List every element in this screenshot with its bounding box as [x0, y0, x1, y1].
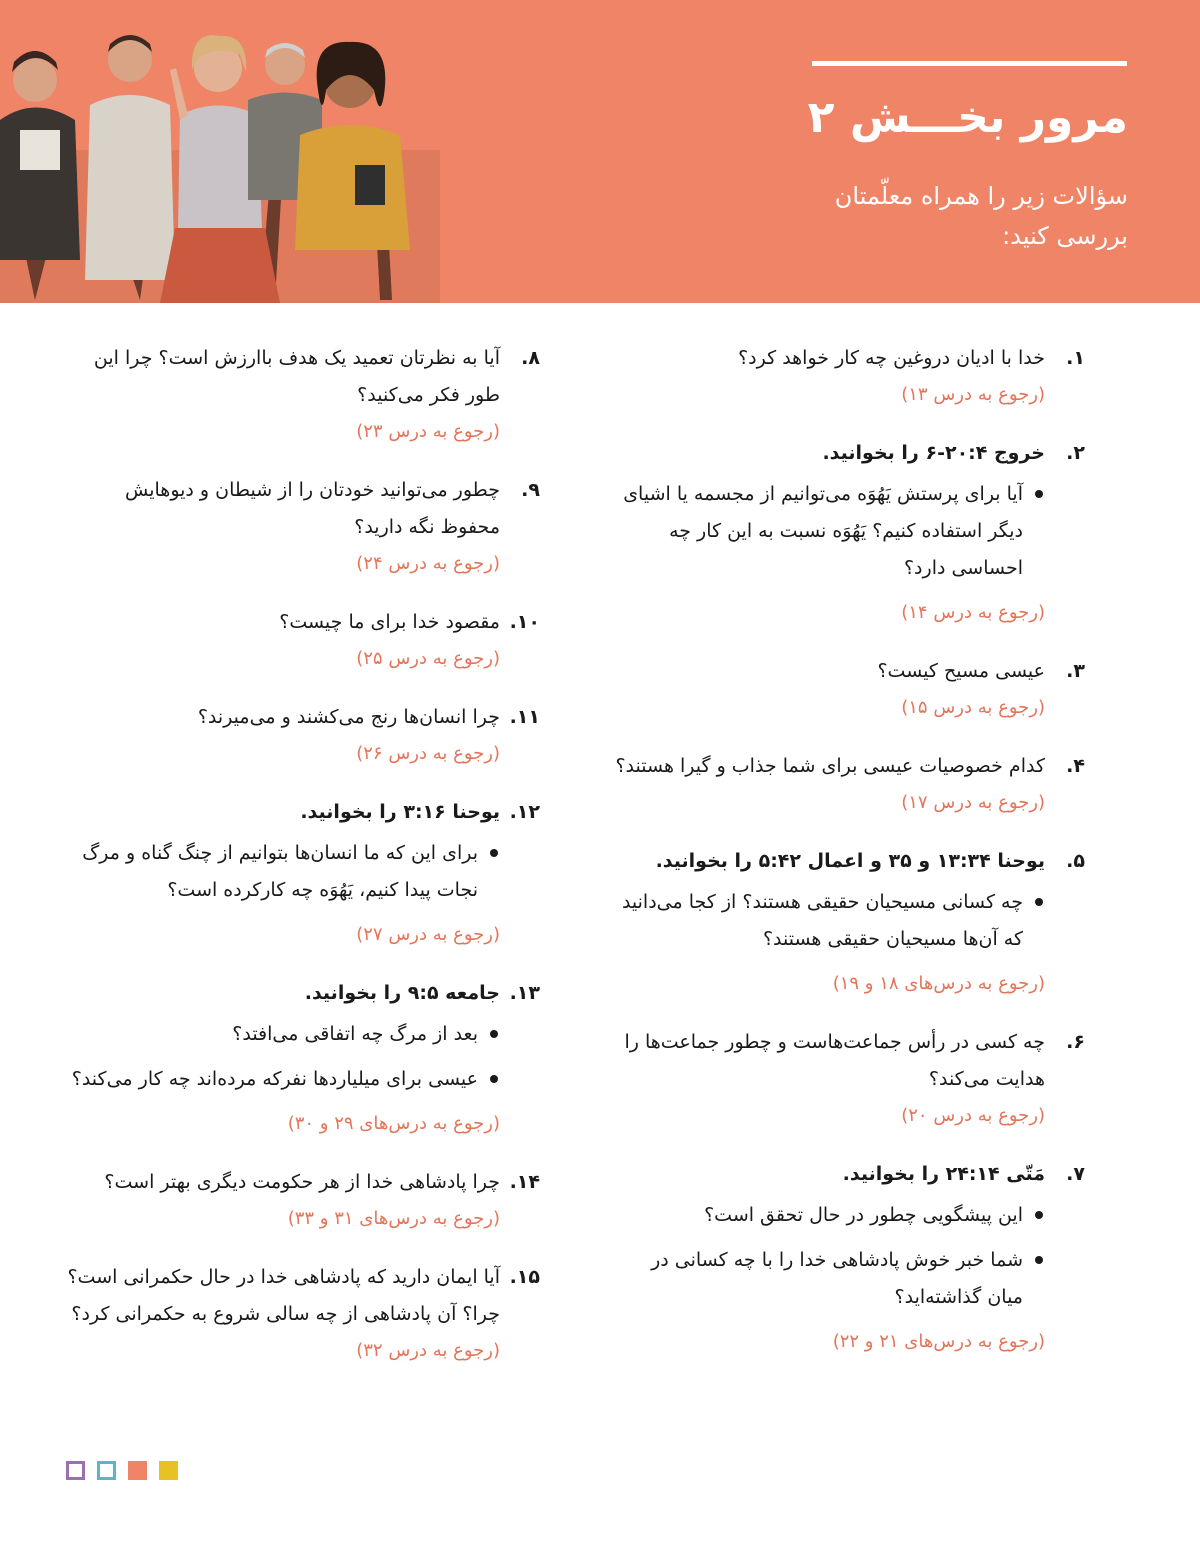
bullet-dot-icon [1035, 898, 1043, 906]
header-banner [0, 0, 1200, 303]
question-number: ۴. [1066, 755, 1085, 777]
question-item [615, 1024, 1085, 1134]
bullet-list [60, 1016, 500, 1098]
question-number: ۱. [1066, 347, 1085, 369]
bullet-dot-icon [490, 849, 498, 857]
question-number: ۸. [521, 347, 540, 369]
question-number: ۲. [1066, 442, 1085, 464]
bullet-text: آیا برای پرستش یَهُوَه می‌توانیم از مجسمه یا اشیای دیگر استفاده کنیم؟ یَهُوَه نسبت به این کار چه احساسی دارد؟ [623, 483, 1023, 579]
question-number: ۱۵. [509, 1266, 540, 1288]
page-subtitle: سؤالات زیر را همراه معلّمتان بررسی کنید: [834, 182, 1128, 250]
lesson-reference: (رجوع به درس ۲۵) [356, 648, 500, 669]
color-square-icon [128, 1461, 147, 1480]
color-square-icon [97, 1461, 116, 1480]
bullet-item [615, 476, 1045, 587]
question-text: مَتّی ۲۴:۱۴ را بخوانید. [842, 1163, 1045, 1185]
question-item [615, 1156, 1085, 1360]
lesson-reference: (رجوع به درس ۲۶) [356, 743, 500, 764]
lesson-reference: (رجوع به درس ۱۷) [901, 792, 1045, 813]
question-item [60, 794, 540, 953]
question-number: ۱۲. [509, 801, 540, 823]
bullet-item [60, 1061, 500, 1098]
question-text: چرا انسان‌ها رنج می‌کشند و می‌میرند؟ [197, 706, 500, 728]
question-text: چرا پادشاهی خدا از هر حکومت دیگری بهتر است؟ [104, 1171, 500, 1193]
audience-raising-hand-illustration [0, 0, 440, 303]
question-text: کدام خصوصیات عیسی برای شما جذاب و گیرا هستند؟ [615, 755, 1045, 777]
question-item [60, 699, 540, 772]
question-text: چطور می‌توانید خودتان را از شیطان و دیوهایش محفوظ نگه دارید؟ [125, 479, 500, 538]
question-number: ۹. [521, 479, 540, 501]
bullet-dot-icon [1035, 490, 1043, 498]
bullet-text: چه کسانی مسیحیان حقیقی هستند؟ از کجا می‌دانید که آن‌ها مسیحیان حقیقی هستند؟ [621, 891, 1023, 950]
bullet-text: عیسی برای میلیاردها نفرکه مرده‌اند چه کار می‌کند؟ [71, 1068, 478, 1090]
question-item [615, 843, 1085, 1002]
lesson-reference: (رجوع به درس ۱۵) [901, 697, 1045, 718]
question-item [60, 604, 540, 677]
question-text: عیسی مسیح کیست؟ [877, 660, 1045, 682]
bullet-list [615, 1197, 1045, 1316]
bullet-list [615, 476, 1045, 587]
lesson-reference: (رجوع به درس ۲۷) [356, 924, 500, 945]
lesson-reference: (رجوع به درس ۳۲) [356, 1340, 500, 1361]
lesson-reference: (رجوع به درس‌های ۲۹ و ۳۰) [287, 1113, 500, 1134]
bullet-text: برای این که ما انسان‌ها بتوانیم از چنگ گناه و مرگ نجات پیدا کنیم، یَهُوَه چه کارکرده است؟ [82, 842, 478, 901]
bullet-list [615, 884, 1045, 958]
question-number: ۱۱. [509, 706, 540, 728]
lesson-reference: (رجوع به درس ۲۳) [356, 421, 500, 442]
bullet-list [60, 835, 500, 909]
header-rule [812, 61, 1127, 66]
question-text: خروج ۲۰:۴-۶ را بخوانید. [822, 442, 1045, 464]
question-number: ۷. [1066, 1163, 1085, 1185]
bullet-item [615, 884, 1045, 958]
questions-column-left [60, 340, 540, 1391]
color-square-icon [66, 1461, 85, 1480]
question-number: ۶. [1066, 1031, 1085, 1053]
bullet-dot-icon [1035, 1256, 1043, 1264]
bullet-item [615, 1197, 1045, 1234]
lesson-reference: (رجوع به درس ۲۴) [356, 553, 500, 574]
lesson-reference: (رجوع به درس‌های ۱۸ و ۱۹) [832, 973, 1045, 994]
question-number: ۱۴. [509, 1171, 540, 1193]
bullet-item [60, 1016, 500, 1053]
question-number: ۱۳. [509, 982, 540, 1004]
bullet-item [60, 835, 500, 909]
question-item [615, 340, 1085, 413]
question-item [615, 748, 1085, 821]
question-text: جامعه ۹:۵ را بخوانید. [304, 982, 500, 1004]
bullet-text: بعد از مرگ چه اتفاقی می‌افتد؟ [232, 1023, 478, 1045]
question-text: خدا با ادیان دروغین چه کار خواهد کرد؟ [738, 347, 1045, 369]
question-item [615, 435, 1085, 631]
color-square-icon [159, 1461, 178, 1480]
question-text: آیا ایمان دارید که پادشاهی خدا در حال حکمرانی است؟ چرا؟ آن پادشاهی از چه سالی شروع به حکمرانی کرد؟ [67, 1266, 500, 1325]
bullet-dot-icon [1035, 1211, 1043, 1219]
lesson-reference: (رجوع به درس ۱۳) [901, 384, 1045, 405]
question-item [60, 1164, 540, 1237]
question-item [60, 975, 540, 1142]
bullet-text: این پیشگویی چطور در حال تحقق است؟ [704, 1204, 1023, 1226]
question-text: یوحنا ۳:۱۶ را بخوانید. [300, 801, 500, 823]
page-title: مرور بخـــش ۲ [807, 92, 1128, 143]
question-text: مقصود خدا برای ما چیست؟ [279, 611, 500, 633]
bullet-text: شما خبر خوش پادشاهی خدا را با چه کسانی در میان گذاشته‌اید؟ [651, 1249, 1023, 1308]
lesson-reference: (رجوع به درس ۱۴) [901, 602, 1045, 623]
lesson-reference: (رجوع به درس‌های ۳۱ و ۳۳) [287, 1208, 500, 1229]
question-item [60, 472, 540, 582]
question-number: ۵. [1066, 850, 1085, 872]
bullet-item [615, 1242, 1045, 1316]
question-text: یوحنا ۱۳:۳۴ و ۳۵ و اعمال ۵:۴۲ را بخوانید. [655, 850, 1045, 872]
bullet-dot-icon [490, 1075, 498, 1083]
question-item [60, 1259, 540, 1369]
question-text: چه کسی در رأس جماعت‌هاست و چطور جماعت‌ها را هدایت می‌کند؟ [624, 1031, 1045, 1090]
questions-column-right [615, 340, 1085, 1382]
question-item [615, 653, 1085, 726]
question-text: آیا به نظرتان تعمید یک هدف باارزش است؟ چرا این طور فکر می‌کنید؟ [93, 347, 500, 406]
question-number: ۱۰. [509, 611, 540, 633]
lesson-reference: (رجوع به درس‌های ۲۱ و ۲۲) [832, 1331, 1045, 1352]
question-number: ۳. [1066, 660, 1085, 682]
question-item [60, 340, 540, 450]
bullet-dot-icon [490, 1030, 498, 1038]
lesson-reference: (رجوع به درس ۲۰) [901, 1105, 1045, 1126]
